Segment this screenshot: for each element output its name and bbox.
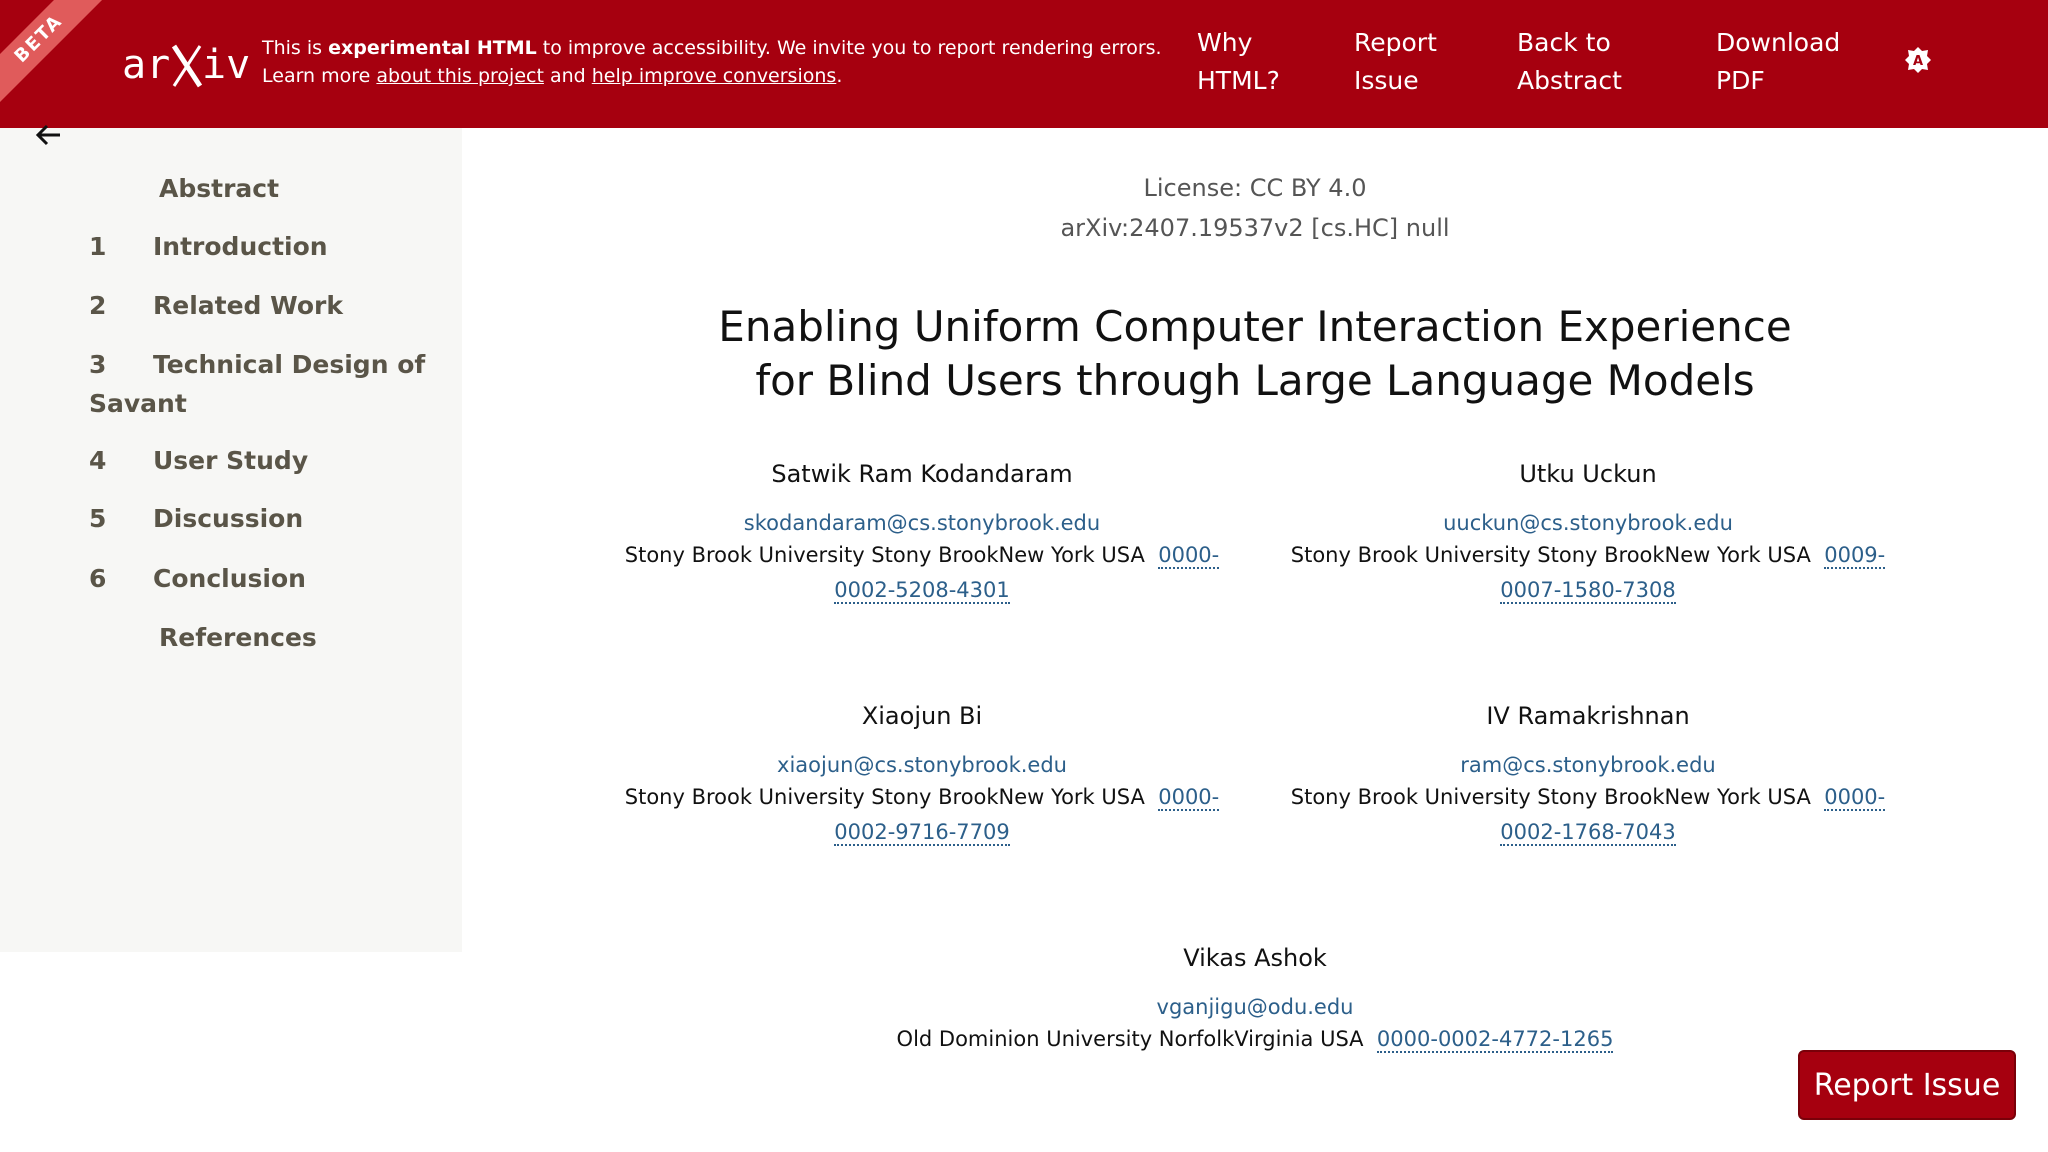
arxiv-id: arXiv:2407.19537v2 [cs.HC] null — [1060, 214, 1450, 242]
author-affiliation: Stony Brook University Stony BrookNew York USA — [624, 543, 1145, 567]
orcid-link[interactable]: 0000- — [1824, 785, 1886, 809]
author-block — [865, 940, 1645, 1057]
author-name: Satwik Ram Kodandaram — [771, 460, 1073, 488]
notice-bold: experimental HTML — [328, 37, 537, 59]
orcid-link[interactable]: 0000-0002-4772-1265 — [1376, 1027, 1614, 1051]
arxiv-logo[interactable] — [122, 34, 251, 92]
download-pdf-link[interactable]: Download PDF — [1716, 28, 1841, 95]
svg-text:A: A — [1912, 54, 1924, 69]
paper-title: Enabling Uniform Computer Interaction Experience for Blind Users through Large Language Models — [718, 302, 1792, 405]
svg-text:iv: iv — [202, 42, 251, 88]
orcid-link[interactable]: 0002-1768-7043 — [1500, 820, 1676, 844]
why-html-link[interactable]: Why HTML? — [1197, 28, 1280, 95]
theme-toggle-icon[interactable] — [1904, 46, 1932, 74]
orcid-link[interactable]: 0000- — [1158, 785, 1220, 809]
author-block — [582, 456, 1262, 608]
top-banner — [0, 0, 2048, 128]
orcid-link[interactable]: 0002-9716-7709 — [834, 820, 1010, 844]
back-to-abstract-link[interactable]: Back to Abstract — [1517, 28, 1622, 95]
arrow-left-icon[interactable] — [34, 120, 64, 150]
author-affiliation: Stony Brook University Stony BrookNew York USA — [1290, 543, 1811, 567]
author-block — [1248, 698, 1928, 850]
report-issue-button[interactable]: Report Issue — [1798, 1050, 2016, 1120]
experimental-html-notice: This is experimental HTML to improve accessibility. We invite you to report rendering errors. Learn more about this project and help improve conversions. — [262, 37, 1162, 87]
author-affiliation: Stony Brook University Stony BrookNew York USA — [1290, 785, 1811, 809]
orcid-link[interactable]: 0007-1580-7308 — [1500, 578, 1676, 602]
orcid-link[interactable]: 0000- — [1158, 543, 1220, 567]
author-affiliation: Old Dominion University NorfolkVirginia USA — [896, 1027, 1364, 1051]
author-affiliation: Stony Brook University Stony BrookNew York USA — [624, 785, 1145, 809]
author-name: Xiaojun Bi — [861, 702, 983, 730]
arxiv-logo-icon — [122, 34, 251, 92]
svg-text:ar: ar — [122, 42, 171, 88]
author-email[interactable]: uuckun@cs.stonybrook.edu — [1443, 511, 1733, 535]
report-issue-link[interactable]: Report Issue — [1354, 28, 1437, 95]
beta-ribbon: BETA — [0, 0, 111, 111]
orcid-link[interactable]: 0002-5208-4301 — [834, 578, 1010, 602]
author-name: IV Ramakrishnan — [1486, 702, 1690, 730]
about-project-link[interactable]: about this project — [376, 65, 544, 87]
author-email[interactable]: vganjigu@odu.edu — [1156, 995, 1354, 1019]
author-name: Utku Uckun — [1519, 460, 1657, 488]
paper-main — [462, 128, 2048, 1152]
beta-corner — [0, 0, 128, 128]
author-block — [1248, 456, 1928, 608]
author-block — [582, 698, 1262, 850]
improve-conversions-link[interactable]: help improve conversions — [591, 65, 837, 87]
author-email[interactable]: xiaojun@cs.stonybrook.edu — [777, 753, 1067, 777]
author-email[interactable]: skodandaram@cs.stonybrook.edu — [743, 511, 1101, 535]
table-of-contents-sidebar: Abstract 1 Introduction 2 Related Work 3 Technical Design of Savant 4 User Study 5 Discussion 6 Conclusion References — [0, 128, 462, 952]
orcid-link[interactable]: 0009- — [1824, 543, 1886, 567]
license-text: License: CC BY 4.0 — [1143, 174, 1367, 202]
author-name: Vikas Ashok — [1183, 944, 1327, 972]
author-email[interactable]: ram@cs.stonybrook.edu — [1460, 753, 1716, 777]
